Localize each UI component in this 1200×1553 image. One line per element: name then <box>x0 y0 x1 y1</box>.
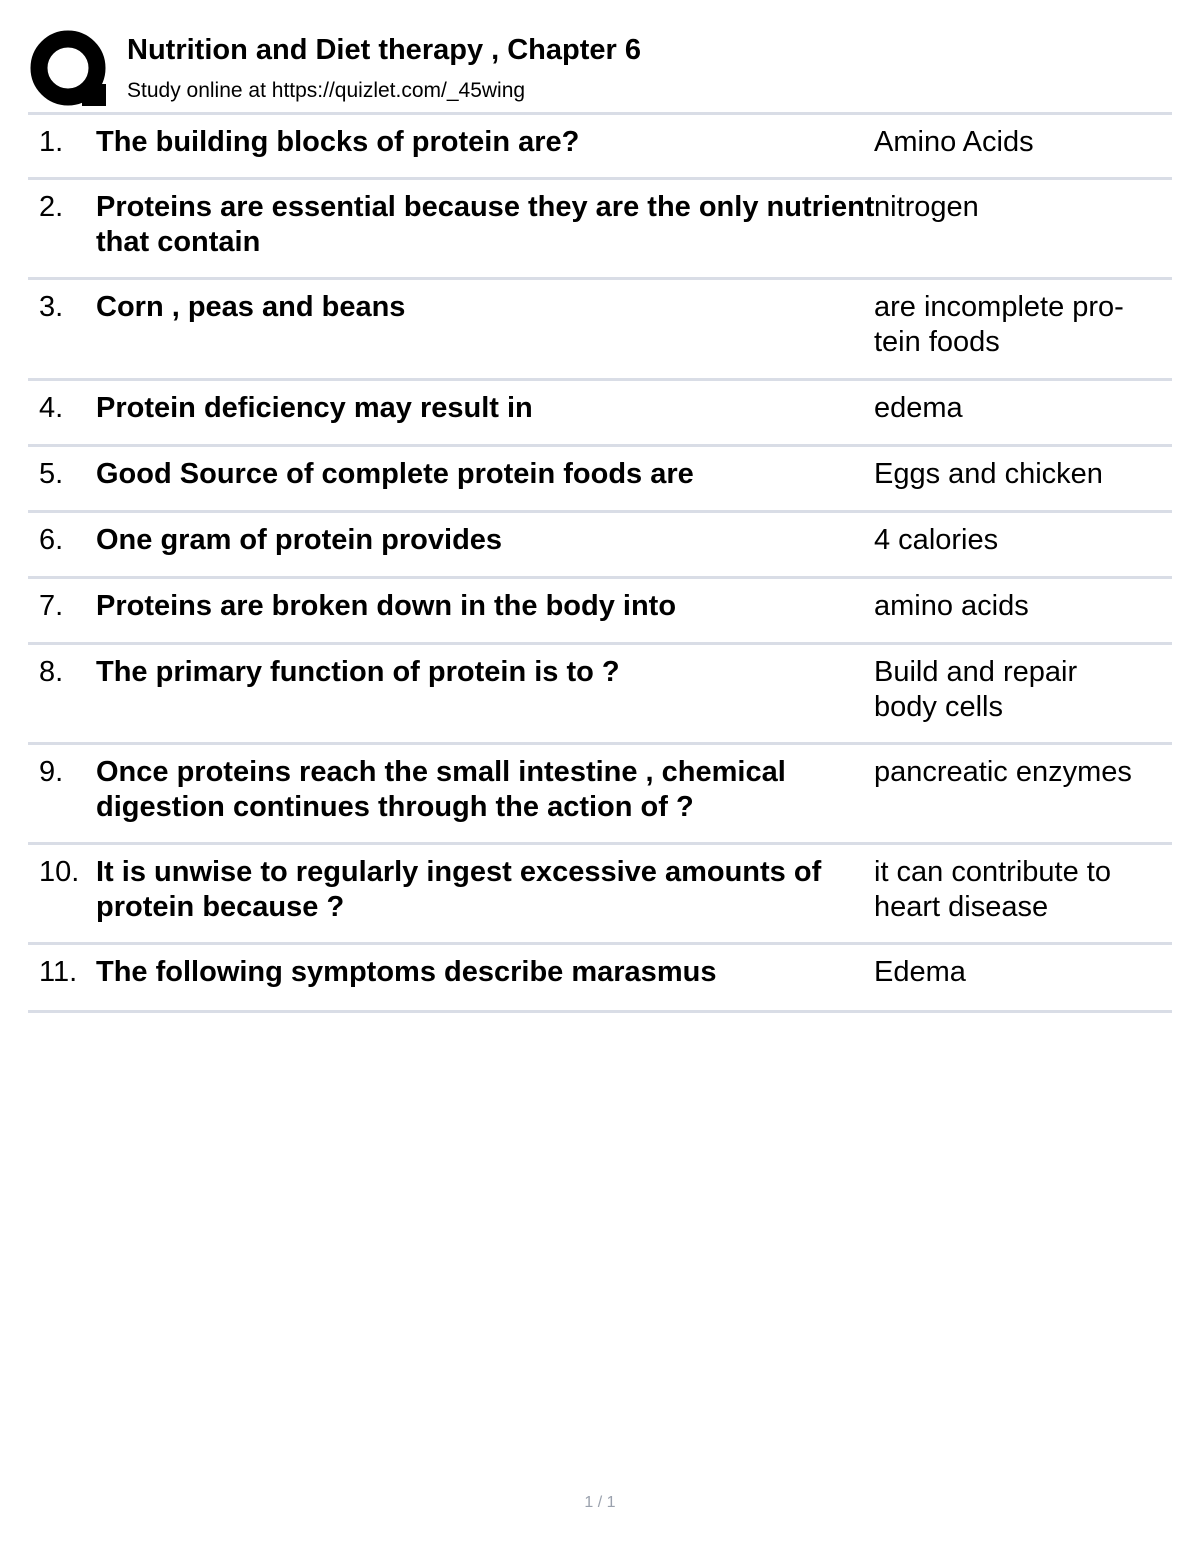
flashcard-row <box>28 381 1172 447</box>
flashcard-row <box>28 180 1172 280</box>
card-definition: nitrogen <box>874 191 979 223</box>
card-number: 10. <box>39 856 80 888</box>
card-number: 6. <box>39 524 64 556</box>
card-definition: it can contribute to heart disease <box>874 856 1111 923</box>
card-number: 2. <box>39 191 64 223</box>
card-number: 5. <box>39 458 64 490</box>
flashcard-row <box>28 845 1172 945</box>
card-definition: are incomplete pro- tein foods <box>874 291 1124 358</box>
card-definition: edema <box>874 392 963 424</box>
card-number: 9. <box>39 756 64 788</box>
page-number: 1 / 1 <box>584 1494 616 1511</box>
flashcard-row <box>28 645 1172 745</box>
card-number: 1. <box>39 126 64 158</box>
card-term: The building blocks of protein are? <box>96 126 580 158</box>
card-definition: 4 calories <box>874 524 999 556</box>
quizlet-logo-icon <box>30 30 108 108</box>
card-term: The following symptoms describe marasmus <box>96 956 717 988</box>
study-link-text: Study online at https://quizlet.com/_45wing <box>127 79 526 102</box>
page-header <box>28 28 1172 112</box>
card-definition: Amino Acids <box>874 126 1034 158</box>
card-term: Good Source of complete protein foods are <box>96 458 694 490</box>
flashcard-row <box>28 945 1172 1013</box>
card-term: One gram of protein provides <box>96 524 503 556</box>
card-term: Proteins are broken down in the body into <box>96 590 677 622</box>
card-number: 11. <box>39 956 78 988</box>
card-term: It is unwise to regularly ingest excessive amounts of protein because ? <box>96 856 822 923</box>
card-definition: pancreatic enzymes <box>874 756 1132 788</box>
flashcard-row <box>28 280 1172 381</box>
card-number: 3. <box>39 291 64 323</box>
card-definition: Eggs and chicken <box>874 458 1103 490</box>
card-term: Corn , peas and beans <box>96 291 406 323</box>
card-term: Proteins are essential because they are the only nutrient that contain <box>96 191 875 258</box>
flashcard-row <box>28 115 1172 180</box>
card-term: The primary function of protein is to ? <box>96 656 620 688</box>
flashcard-row <box>28 579 1172 645</box>
card-number: 7. <box>39 590 64 622</box>
page-title: Nutrition and Diet therapy , Chapter 6 <box>127 34 641 66</box>
flashcard-row <box>28 513 1172 579</box>
flashcard-list <box>28 115 1172 1013</box>
card-term: Once proteins reach the small intestine , chemical digestion continues through the action of ? <box>96 756 786 823</box>
flashcard-row <box>28 447 1172 513</box>
card-number: 4. <box>39 392 64 424</box>
flashcard-row <box>28 745 1172 845</box>
card-definition: amino acids <box>874 590 1029 622</box>
card-definition: Edema <box>874 956 966 988</box>
card-definition: Build and repair body cells <box>874 656 1078 723</box>
card-term: Protein deficiency may result in <box>96 392 533 424</box>
card-number: 8. <box>39 656 64 688</box>
